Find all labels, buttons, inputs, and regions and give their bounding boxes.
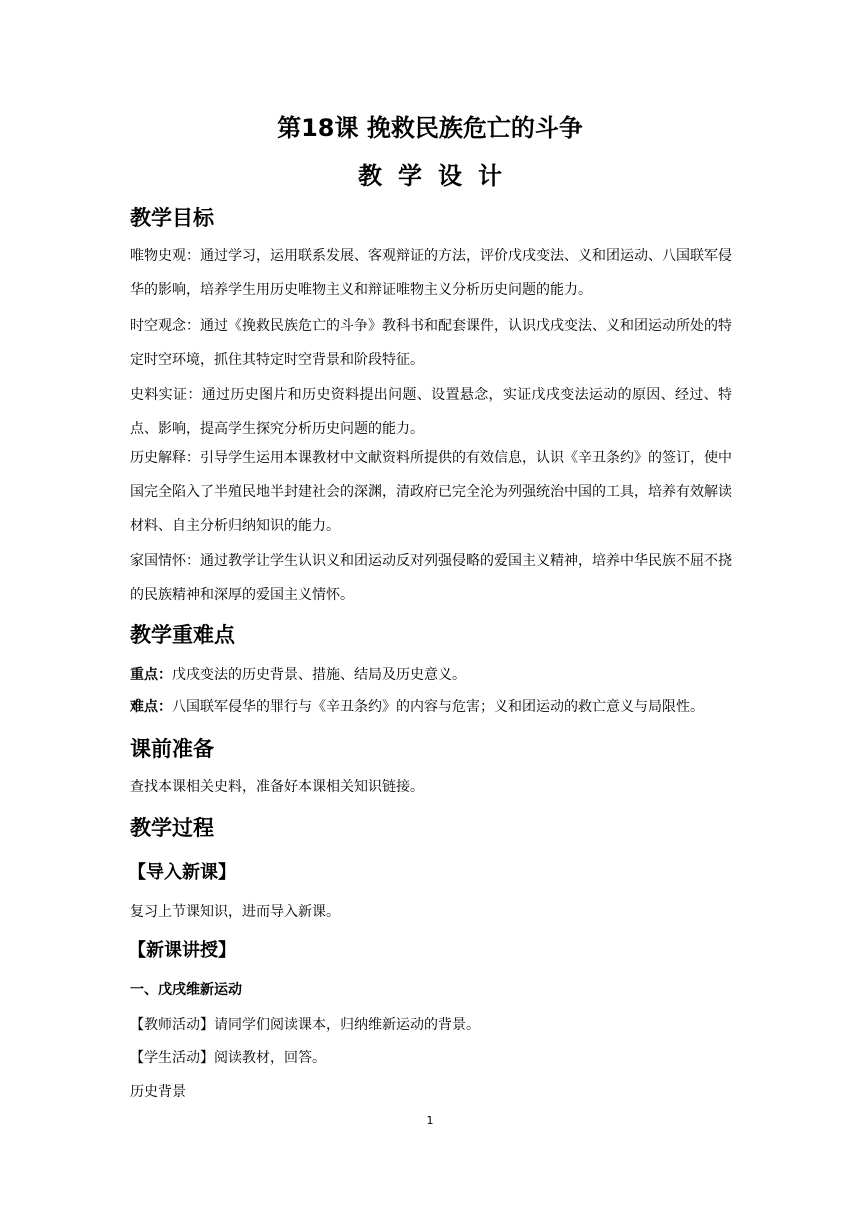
teacher-activity-line (130, 1014, 480, 1034)
page-number: 1 (426, 1114, 434, 1127)
teacher-activity-label: 【教师活动】 (130, 1017, 214, 1033)
objective-paragraph-patriotism: 家国情怀：通过教学让学生认识义和团运动反对列强侵略的爱国主义精神，培养中华民族不屈不挠的民族精神和深厚的爱国主义情怀。 (130, 553, 732, 603)
student-activity-line (130, 1047, 326, 1067)
document-subtitle: 教学设计 (358, 162, 518, 190)
student-activity-label: 【学生活动】 (130, 1050, 214, 1066)
objective-paragraph-evidence: 史料实证：通过历史图片和历史资料提出问题、设置悬念，实证戊戌变法运动的原因、经过、特点、影响，提高学生探究分析历史问题的能力。 (130, 387, 732, 437)
process-heading: 教学过程 (130, 816, 214, 840)
focus-text: 戊戌变法的历史背景、措施、结局及历史意义。 (172, 667, 466, 683)
preparation-heading: 课前准备 (130, 737, 214, 761)
focus-line (130, 664, 466, 684)
difficulty-text: 八国联军侵华的罪行与《辛丑条约》的内容与危害；义和团运动的救亡意义与局限性。 (172, 699, 704, 715)
background-text: 历史背景 (130, 1084, 186, 1100)
subsection-heading: 一、戊戌维新运动 (130, 982, 242, 998)
objective-paragraph-materialism: 唯物史观：通过学习，运用联系发展、客观辩证的方法，评价戊戌变法、义和团运动、八国联军侵华的影响，培养学生用历史唯物主义和辩证唯物主义分析历史问题的能力。 (130, 248, 732, 298)
objective-paragraph-spacetime: 时空观念：通过《挽救民族危亡的斗争》教科书和配套课件，认识戊戌变法、义和团运动所处的特定时空环境，抓住其特定时空背景和阶段特征。 (130, 318, 732, 368)
student-activity-text: 阅读教材，回答。 (214, 1050, 326, 1066)
difficulty-label: 难点： (130, 699, 172, 715)
intro-heading: 【导入新课】 (128, 862, 236, 883)
preparation-text: 查找本课相关史料，准备好本课相关知识链接。 (130, 779, 424, 795)
teacher-activity-text: 请同学们阅读课本，归纳维新运动的背景。 (214, 1017, 480, 1033)
new-lesson-heading: 【新课讲授】 (128, 940, 236, 961)
difficulty-line (130, 696, 704, 716)
key-points-heading: 教学重难点 (130, 623, 235, 647)
document-title: 第18课 挽救民族危亡的斗争 (277, 114, 583, 142)
focus-label: 重点： (130, 667, 172, 683)
intro-text: 复习上节课知识，进而导入新课。 (130, 904, 340, 920)
objective-paragraph-interpretation: 历史解释：引导学生运用本课教材中文献资料所提供的有效信息，认识《辛丑条约》的签订，使中国完全陷入了半殖民地半封建社会的深渊，清政府已完全沦为列强统治中国的工具，培养有效解读材料、自主分析归纳知识的能力。 (130, 450, 732, 534)
objectives-heading: 教学目标 (130, 206, 214, 230)
